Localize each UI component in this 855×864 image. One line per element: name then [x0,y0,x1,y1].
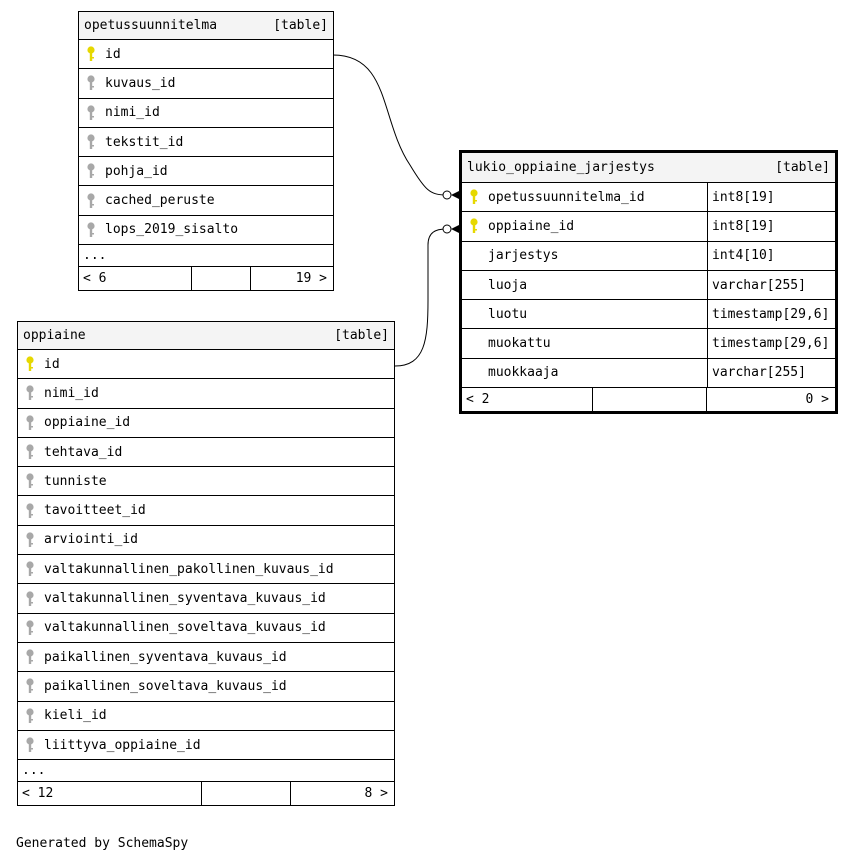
column-name-cell [18,555,334,583]
table-row[interactable] [18,526,394,555]
foreign-key-icon [86,193,96,209]
column-name[interactable]: cached_peruste [105,193,215,209]
column-name[interactable]: nimi_id [105,105,160,121]
foreign-key-icon [25,473,35,489]
table-row[interactable] [79,216,333,245]
column-type: int8[19] [707,183,835,211]
column-list [462,183,835,388]
table-row[interactable] [18,467,394,496]
table-row[interactable] [79,186,333,215]
table-name[interactable]: oppiaine [23,328,86,343]
foreign-key-icon [86,163,96,179]
column-name[interactable]: jarjestys [488,248,559,264]
foreign-key-icon [25,708,35,724]
table-row[interactable] [18,555,394,584]
column-name-cell [18,379,99,407]
table-oppiaine[interactable] [17,321,395,806]
table-name[interactable]: lukio_oppiaine_jarjestys [467,160,655,175]
footer-spacer [593,388,706,411]
foreign-key-icon [25,591,35,607]
column-name-cell [79,69,175,97]
table-row[interactable] [462,359,835,388]
child-count[interactable]: 19 > [250,267,333,290]
table-footer [79,267,333,290]
column-name-cell [18,584,326,612]
table-row[interactable] [18,350,394,379]
column-name-cell [79,40,121,68]
column-name[interactable]: pohja_id [105,163,168,179]
table-row[interactable] [462,242,835,271]
column-name-cell [462,242,707,270]
column-list [79,40,333,245]
column-type: int4[10] [707,242,835,270]
table-lukio-oppiaine-jarjestys[interactable] [459,150,838,414]
parent-count[interactable]: < 2 [462,388,593,411]
column-type: timestamp[29,6] [707,300,835,328]
column-name[interactable]: lops_2019_sisalto [105,222,239,238]
table-row[interactable] [462,300,835,329]
primary-key-icon [25,356,35,372]
table-kind: [table] [775,160,830,175]
table-row[interactable] [18,672,394,701]
column-name-cell [18,672,287,700]
column-name[interactable]: kieli_id [44,708,107,724]
foreign-key-icon [25,444,35,460]
table-row[interactable] [462,183,835,212]
table-footer [462,388,835,411]
column-name[interactable]: tavoitteet_id [44,503,146,519]
footer-spacer [192,267,250,290]
table-row[interactable] [18,702,394,731]
column-name-cell [18,438,122,466]
column-name-cell [462,271,707,299]
table-header [462,153,835,183]
column-type: int8[19] [707,212,835,240]
column-name-cell [462,300,707,328]
column-type: timestamp[29,6] [707,329,835,357]
table-row[interactable] [18,731,394,760]
primary-key-icon [469,189,479,205]
relationship-opetussuunnitelma-optional-marker [443,191,451,199]
column-name-cell [79,99,160,127]
table-row[interactable] [462,271,835,300]
column-name[interactable]: luotu [488,306,528,322]
parent-count[interactable]: < 12 [18,782,202,805]
table-row[interactable] [18,379,394,408]
column-name-cell [462,359,707,387]
column-name[interactable]: paikallinen_soveltava_kuvaus_id [44,678,287,694]
column-name[interactable]: valtakunnallinen_soveltava_kuvaus_id [44,620,326,636]
table-row[interactable] [79,99,333,128]
generated-by-text: Generated by SchemaSpy [16,836,189,851]
table-row[interactable] [79,40,333,69]
column-name[interactable]: luoja [488,277,528,293]
foreign-key-icon [86,134,96,150]
foreign-key-icon [86,75,96,91]
column-name-cell [462,329,707,357]
column-name[interactable]: tekstit_id [105,134,184,150]
table-row[interactable] [18,496,394,525]
table-header [18,322,394,350]
table-row[interactable] [18,409,394,438]
parent-count[interactable]: < 6 [79,267,192,290]
primary-key-icon [86,46,96,62]
column-type: varchar[255] [707,271,835,299]
foreign-key-icon [25,561,35,577]
table-name[interactable]: opetussuunnitelma [84,18,218,33]
column-name[interactable]: liittyva_oppiaine_id [44,737,201,753]
column-name[interactable]: tunniste [44,473,107,489]
table-row[interactable] [18,643,394,672]
column-name[interactable]: valtakunnallinen_pakollinen_kuvaus_id [44,561,334,577]
foreign-key-icon [25,678,35,694]
foreign-key-icon [25,503,35,519]
table-row[interactable] [18,614,394,643]
column-name-cell [18,496,146,524]
more-columns[interactable]: ... [79,245,333,267]
foreign-key-icon [25,415,35,431]
column-name-cell [79,157,168,185]
column-name[interactable]: muokattu [488,336,551,352]
foreign-key-icon [25,620,35,636]
table-opetussuunnitelma[interactable] [78,11,334,291]
column-name-cell [18,731,201,759]
footer-spacer [202,782,290,805]
table-row[interactable] [79,69,333,98]
column-name-cell [462,183,707,211]
column-name[interactable]: nimi_id [44,385,99,401]
foreign-key-icon [25,649,35,665]
table-footer [18,782,394,805]
column-name-cell [18,467,107,495]
column-name-cell [18,702,107,730]
relationship-opetussuunnitelma-line [333,55,446,195]
column-name-cell [18,409,130,437]
column-name-cell [18,643,287,671]
foreign-key-icon [25,737,35,753]
column-name-cell [18,614,326,642]
table-kind: [table] [273,18,328,33]
relationship-oppiaine-optional-marker [443,225,451,233]
column-list [18,350,394,760]
child-count[interactable]: 8 > [290,782,394,805]
column-name[interactable]: valtakunnallinen_syventava_kuvaus_id [44,591,326,607]
foreign-key-icon [25,532,35,548]
column-name[interactable]: oppiaine_id [44,415,131,431]
column-name-cell [462,212,707,240]
column-name[interactable]: tehtava_id [44,444,123,460]
child-count[interactable]: 0 > [706,388,835,411]
table-header [79,12,333,40]
column-name[interactable]: arviointi_id [44,532,138,548]
column-name-cell [79,186,215,214]
column-name[interactable]: id [105,46,121,62]
table-row[interactable] [18,438,394,467]
table-row[interactable] [79,157,333,186]
column-name[interactable]: oppiaine_id [488,218,575,234]
table-row[interactable] [79,128,333,157]
table-row[interactable] [462,329,835,358]
column-name[interactable]: kuvaus_id [105,75,176,91]
relationship-oppiaine-line [395,229,446,366]
column-name[interactable]: muokkaaja [488,365,559,381]
more-columns[interactable]: ... [18,760,394,782]
table-row[interactable] [462,212,835,241]
column-name-cell [79,216,238,244]
primary-key-icon [469,218,479,234]
column-name[interactable]: opetussuunnitelma_id [488,189,645,205]
column-name[interactable]: id [44,356,60,372]
column-name[interactable]: paikallinen_syventava_kuvaus_id [44,649,287,665]
column-type: varchar[255] [707,359,835,387]
column-name-cell [18,350,60,378]
foreign-key-icon [25,385,35,401]
column-name-cell [79,128,183,156]
table-kind: [table] [334,328,389,343]
table-row[interactable] [18,584,394,613]
column-name-cell [18,526,138,554]
foreign-key-icon [86,105,96,121]
foreign-key-icon [86,222,96,238]
